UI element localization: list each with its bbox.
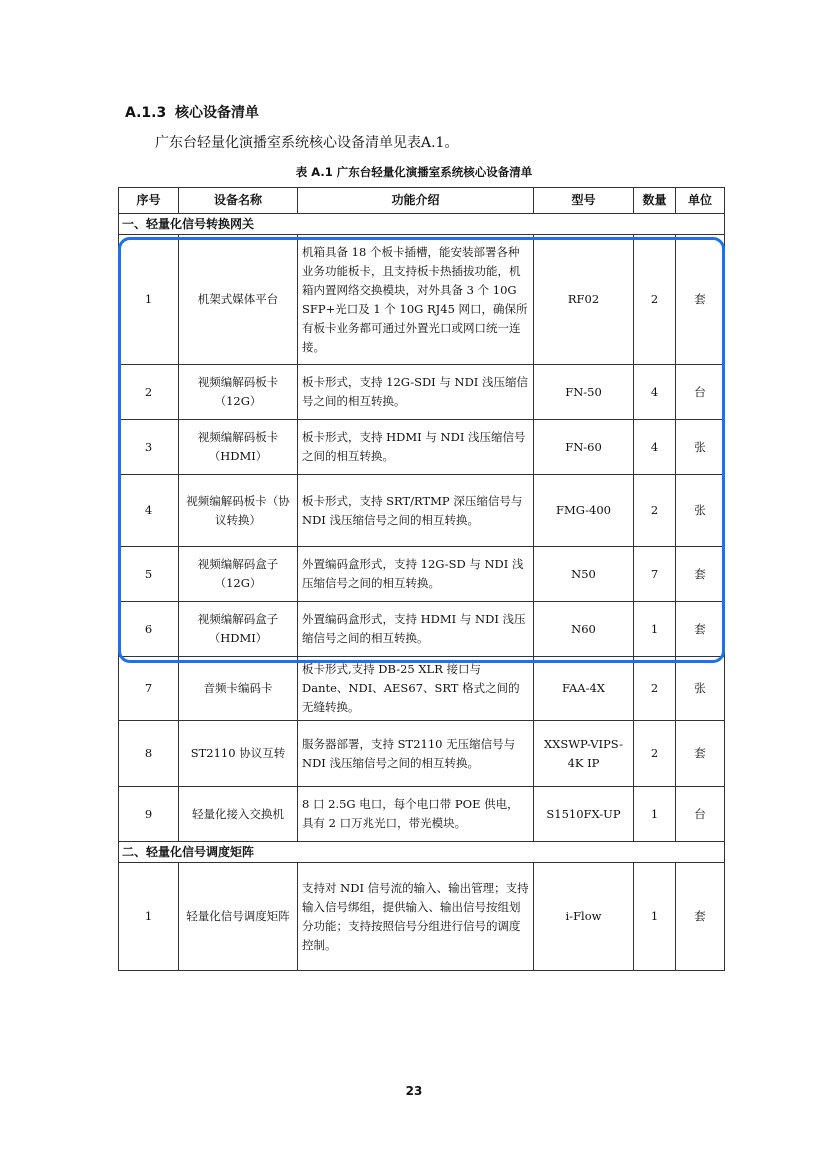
cell-model: N50: [534, 547, 634, 602]
cell-qty: 4: [634, 420, 676, 475]
table-row: [119, 863, 725, 971]
cell-qty: 2: [634, 721, 676, 787]
cell-desc: 机箱具备 18 个板卡插槽，能安装部署各种业务功能板卡，且支持板卡热插拔功能，机箱内置网络交换模块，对外具备 3 个 10G SFP+光口及 1 个 10G RJ45 网口，确保所有板卡业务都可通过外置光口或网口统一连接。: [298, 235, 534, 365]
table-row: [119, 657, 725, 721]
page-number: 23: [405, 1084, 423, 1098]
section-title-cell: 二、轻量化信号调度矩阵: [119, 842, 725, 863]
table-caption: 表 A.1 广东台轻量化演播室系统核心设备清单: [295, 165, 533, 179]
cell-unit: 台: [676, 787, 725, 842]
cell-no: 2: [119, 365, 179, 420]
cell-no: 8: [119, 721, 179, 787]
cell-model: RF02: [534, 235, 634, 365]
cell-no: 1: [119, 235, 179, 365]
cell-desc: 板卡形式，支持 12G-SDI 与 NDI 浅压缩信号之间的相互转换。: [298, 365, 534, 420]
cell-unit: 套: [676, 721, 725, 787]
cell-no: 6: [119, 602, 179, 657]
cell-no: 4: [119, 475, 179, 547]
cell-name: 轻量化接入交换机: [179, 787, 298, 842]
section-row: [119, 842, 725, 863]
header-name: 设备名称: [179, 188, 298, 214]
cell-unit: 张: [676, 657, 725, 721]
cell-qty: 1: [634, 787, 676, 842]
cell-no: 3: [119, 420, 179, 475]
cell-name: 机架式媒体平台: [179, 235, 298, 365]
section-title-cell: 一、轻量化信号转换网关: [119, 214, 725, 235]
cell-name: 轻量化信号调度矩阵: [179, 863, 298, 971]
cell-model: FN-60: [534, 420, 634, 475]
cell-desc: 外置编码盒形式，支持 12G-SD 与 NDI 浅压缩信号之间的相互转换。: [298, 547, 534, 602]
cell-model: FMG-400: [534, 475, 634, 547]
cell-desc: 支持对 NDI 信号流的输入、输出管理；支持输入信号绑组，提供输入、输出信号按组划分功能；支持按照信号分组进行信号的调度控制。: [298, 863, 534, 971]
header-model: 型号: [534, 188, 634, 214]
intro-paragraph: 广东台轻量化演播室系统核心设备清单见表A.1。: [155, 135, 459, 151]
section-number: A.1.3: [125, 105, 167, 121]
cell-qty: 2: [634, 475, 676, 547]
cell-desc: 板卡形式，支持 SRT/RTMP 深压缩信号与 NDI 浅压缩信号之间的相互转换。: [298, 475, 534, 547]
cell-no: 5: [119, 547, 179, 602]
header-desc: 功能介绍: [298, 188, 534, 214]
cell-name: 视频编解码板卡（12G）: [179, 365, 298, 420]
table-row: [119, 365, 725, 420]
cell-no: 1: [119, 863, 179, 971]
cell-model: N60: [534, 602, 634, 657]
cell-unit: 套: [676, 235, 725, 365]
cell-desc: 8 口 2.5G 电口，每个电口带 POE 供电，具有 2 口万兆光口，带光模块。: [298, 787, 534, 842]
table-row: [119, 787, 725, 842]
table-row: [119, 602, 725, 657]
header-unit: 单位: [676, 188, 725, 214]
cell-unit: 张: [676, 420, 725, 475]
cell-model: FN-50: [534, 365, 634, 420]
cell-desc: 板卡形式,支持 DB-25 XLR 接口与 Dante、NDI、AES67、SRT 格式之间的无缝转换。: [298, 657, 534, 721]
cell-qty: 4: [634, 365, 676, 420]
section-title: 核心设备清单: [175, 105, 259, 121]
cell-qty: 1: [634, 602, 676, 657]
cell-model: FAA-4X: [534, 657, 634, 721]
cell-no: 9: [119, 787, 179, 842]
table-row: [119, 235, 725, 365]
cell-no: 7: [119, 657, 179, 721]
cell-model: XXSWP-VIPS-4K IP: [534, 721, 634, 787]
cell-qty: 1: [634, 863, 676, 971]
section-row: [119, 214, 725, 235]
cell-unit: 张: [676, 475, 725, 547]
cell-desc: 板卡形式，支持 HDMI 与 NDI 浅压缩信号之间的相互转换。: [298, 420, 534, 475]
cell-qty: 2: [634, 657, 676, 721]
header-no: 序号: [119, 188, 179, 214]
equipment-table: [118, 187, 725, 971]
cell-model: i-Flow: [534, 863, 634, 971]
cell-unit: 套: [676, 547, 725, 602]
cell-desc: 外置编码盒形式，支持 HDMI 与 NDI 浅压缩信号之间的相互转换。: [298, 602, 534, 657]
cell-model: S1510FX-UP: [534, 787, 634, 842]
cell-name: 音频卡编码卡: [179, 657, 298, 721]
table-row: [119, 547, 725, 602]
cell-qty: 2: [634, 235, 676, 365]
cell-qty: 7: [634, 547, 676, 602]
table-row: [119, 721, 725, 787]
header-qty: 数量: [634, 188, 676, 214]
cell-name: 视频编解码盒子（12G）: [179, 547, 298, 602]
cell-unit: 套: [676, 863, 725, 971]
cell-unit: 台: [676, 365, 725, 420]
table-row: [119, 420, 725, 475]
table-header-row: [119, 188, 725, 214]
cell-name: ST2110 协议互转: [179, 721, 298, 787]
cell-name: 视频编解码盒子（HDMI）: [179, 602, 298, 657]
section-heading: [125, 102, 259, 122]
cell-name: 视频编解码板卡（HDMI）: [179, 420, 298, 475]
table-row: [119, 475, 725, 547]
cell-name: 视频编解码板卡（协议转换）: [179, 475, 298, 547]
cell-desc: 服务器部署，支持 ST2110 无压缩信号与 NDI 浅压缩信号之间的相互转换。: [298, 721, 534, 787]
cell-unit: 套: [676, 602, 725, 657]
